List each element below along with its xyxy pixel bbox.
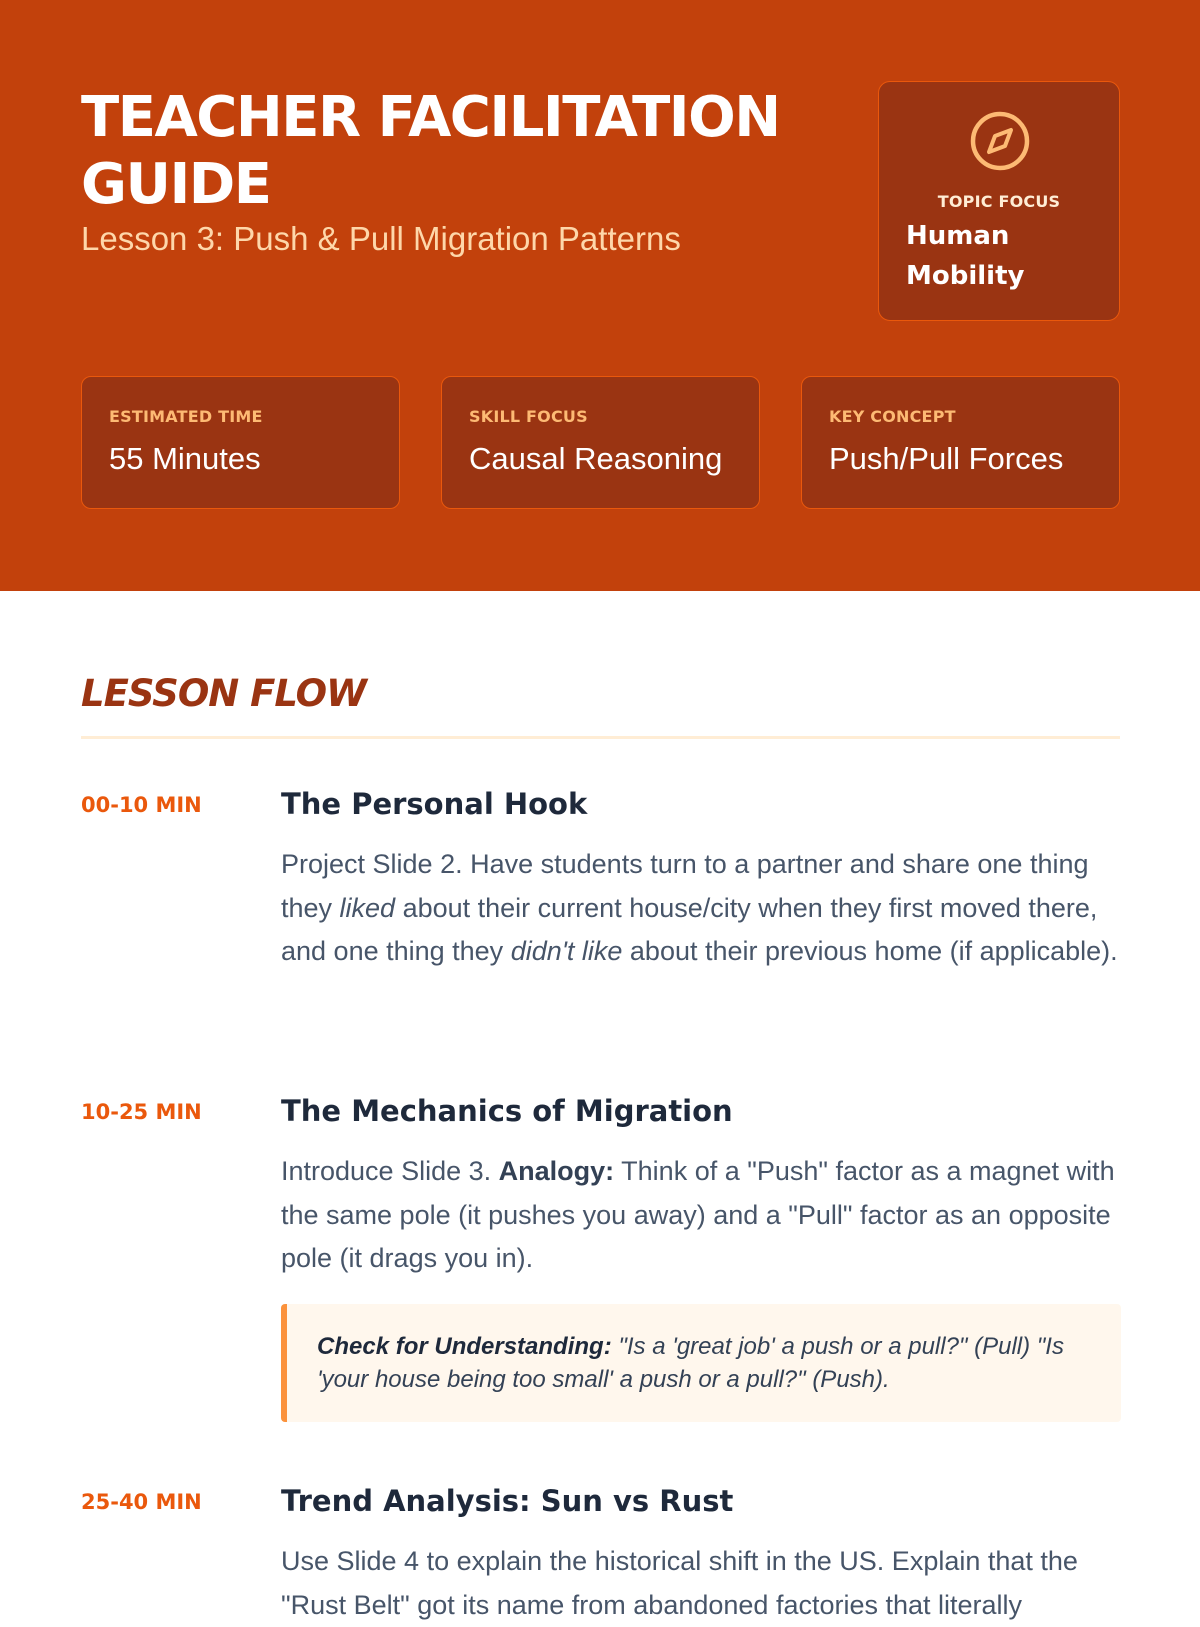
topic-focus-value: Human Mobility bbox=[906, 221, 1025, 291]
lesson-flow-heading: LESSON FLOW bbox=[81, 672, 366, 715]
lesson-subtitle: Lesson 3: Push & Pull Migration Patterns bbox=[81, 220, 681, 257]
topic-focus-label: TOPIC FOCUS bbox=[937, 192, 1061, 211]
callout-text: Check for Understanding: "Is a 'great job' a push or a pull?" (Pull) "Is 'your house being too small' a push or a pull?" (Push). bbox=[317, 1333, 1064, 1393]
step-time: 00-10 MIN bbox=[81, 793, 202, 817]
stat-value: Causal Reasoning bbox=[469, 441, 723, 476]
step-time: 25-40 MIN bbox=[81, 1490, 202, 1514]
page-title: TEACHER FACILITATION GUIDE bbox=[81, 85, 780, 217]
stat-card-estimated-time bbox=[81, 376, 400, 509]
step-title: The Mechanics of Migration bbox=[281, 1094, 733, 1128]
stat-card-skill-focus bbox=[441, 376, 760, 509]
compass-icon bbox=[969, 110, 1031, 172]
step-time: 10-25 MIN bbox=[81, 1100, 202, 1124]
stat-card-key-concept bbox=[801, 376, 1120, 509]
topic-focus-card bbox=[878, 81, 1120, 321]
stat-label: SKILL FOCUS bbox=[469, 407, 588, 426]
stat-value: Push/Pull Forces bbox=[829, 441, 1064, 476]
step-title: The Personal Hook bbox=[281, 787, 588, 821]
step-description: Use Slide 4 to explain the historical shift in the US. Explain that the "Rust Belt" got its name from abandoned factories that literally bbox=[281, 1546, 1078, 1620]
step-description: Project Slide 2. Have students turn to a partner and share one thing they liked about their current house/city when they first moved there, and one thing they didn't like about their previous home (if applicable). bbox=[281, 849, 1118, 966]
step-description: Introduce Slide 3. Analogy: Think of a "Push" factor as a magnet with the same pole (it pushes you away) and a "Pull" factor as an opposite pole (it drags you in). bbox=[281, 1156, 1115, 1273]
stat-label: KEY CONCEPT bbox=[829, 407, 956, 426]
stat-value: 55 Minutes bbox=[109, 441, 261, 476]
stat-label: ESTIMATED TIME bbox=[109, 407, 263, 426]
section-divider bbox=[81, 736, 1120, 739]
header-banner bbox=[0, 0, 1200, 591]
step-title: Trend Analysis: Sun vs Rust bbox=[281, 1484, 734, 1518]
check-for-understanding-callout bbox=[281, 1304, 1121, 1422]
